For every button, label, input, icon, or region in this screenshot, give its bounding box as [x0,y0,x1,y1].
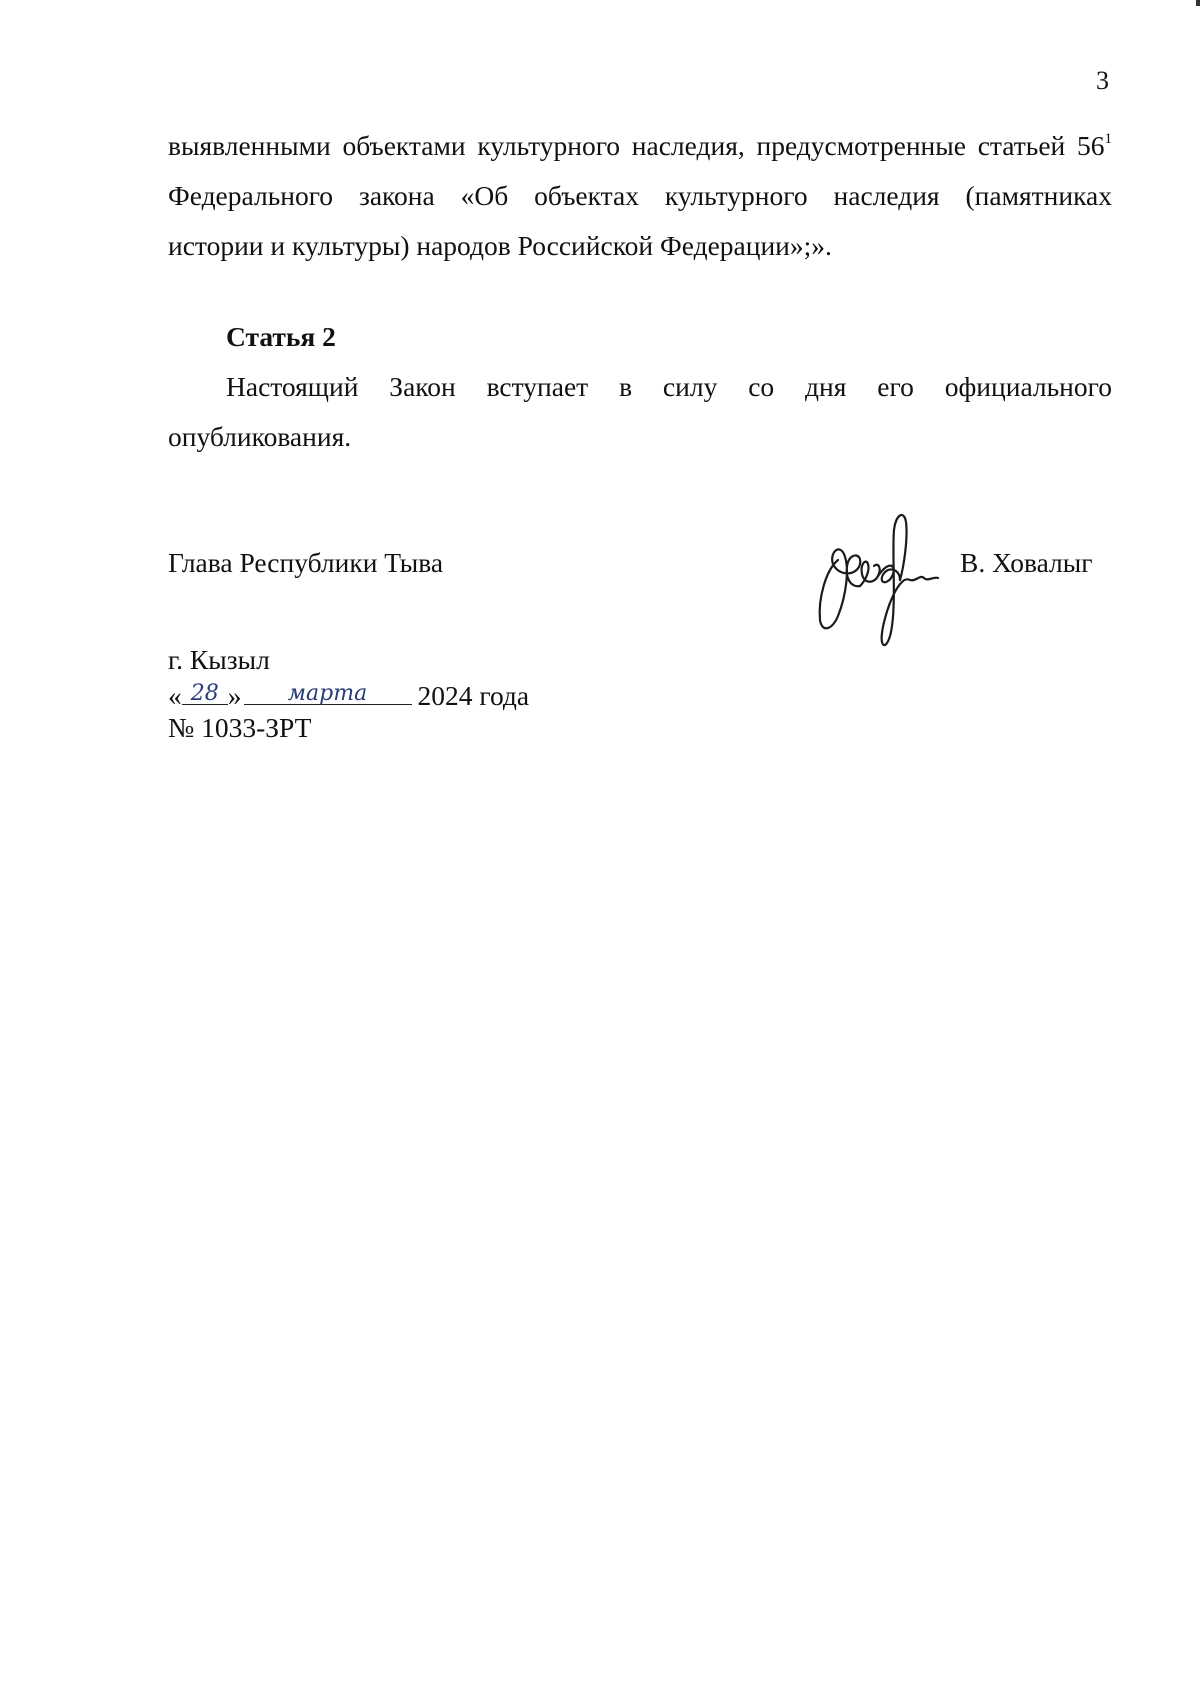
article-superscript: 1 [1104,131,1113,147]
place-of-signing: г. Кызыл [168,644,270,675]
handwritten-month: марта [287,681,368,706]
paragraph-amendment-end [168,121,1112,271]
date-month-blank [244,678,412,705]
law-number: № 1033-ЗРТ [168,712,312,743]
signatory-title: Глава Республики Тыва [168,547,444,578]
handwritten-signature [808,508,948,658]
article-heading: Статья 2 [226,321,336,352]
paragraph-text: Федерального закона «Об объектах культурного наследия (памятниках [168,180,1112,211]
signing-date [168,678,529,712]
paragraph-article-2 [168,362,1112,462]
page-number: 3 [1096,66,1109,95]
paragraph-last-line: истории и культуры) народов Российской Федерации»;». [168,230,832,261]
date-day-blank [182,678,228,705]
article-number: 56 [1077,130,1105,161]
handwritten-day: 28 [190,681,219,706]
date-open-quote: « [168,680,182,711]
paragraph-line: выявленными объектами культурного наследия, предусмотренные статьей [168,130,1066,161]
paragraph-line: Настоящий Закон вступает в силу со дня его официального [226,371,1112,402]
date-close-quote: » [227,680,242,711]
paragraph-last-line: опубликования. [168,421,352,452]
date-year: 2024 года [417,680,530,711]
scan-corner-mark [1196,0,1200,6]
signatory-name: В. Ховалыг [960,547,1093,578]
